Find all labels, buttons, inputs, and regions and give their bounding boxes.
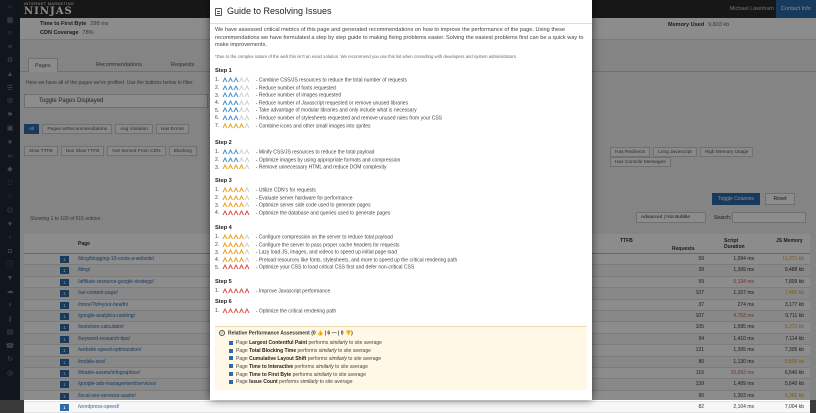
js-memory-cell: 5,640 kb (784, 381, 804, 388)
severity-indicator-icon (223, 257, 251, 263)
step-item: 1. - Improve Javascript performance (215, 288, 331, 295)
mail-icon[interactable]: ✉ (7, 98, 13, 106)
step-item: 1. - Optimize the critical rendering path (215, 308, 337, 315)
bullet-icon (229, 380, 233, 384)
page-url-link[interactable]: /mobile-seo/ (78, 358, 106, 365)
step-title: Step 3 (215, 178, 232, 184)
severity-indicator-icon (223, 100, 251, 106)
step-item: 3. - Optimize server side code used to generate pages (215, 202, 371, 209)
book-icon[interactable]: ▤ (6, 329, 14, 337)
col-js-memory[interactable]: JS Memory (776, 238, 803, 244)
metric-memory: Memory Used 9,803 kb (668, 22, 730, 28)
code-icon[interactable]: ‹ (8, 234, 12, 242)
severity-indicator-icon (223, 149, 251, 155)
info-icon: i (219, 330, 225, 336)
step-item: 3. - Remove unnecessary HTML and reduce DOM complexity (215, 164, 387, 171)
tab-recommendations[interactable]: Recommendations (96, 62, 142, 68)
logo-wordmark: NINJAS (24, 6, 73, 17)
script-duration-cell: 10,093 ms (730, 369, 754, 376)
assessment-item: Page Total Blocking Time performs similarly to site average (229, 348, 382, 356)
row-number: 1 (60, 347, 69, 354)
col-requests[interactable]: Requests (672, 246, 695, 252)
step-title: Step 6 (215, 299, 232, 305)
severity-indicator-icon (223, 164, 251, 170)
step-item: 1. - Combine CSS/JS resources to reduce the total number of requests (215, 77, 407, 84)
page-url-link[interactable]: /google-ads-management/services/ (78, 381, 157, 388)
clock-icon[interactable]: ◴ (6, 206, 14, 214)
script-duration-cell: 4,753 ms (733, 312, 754, 319)
document-icon (215, 8, 222, 16)
script-duration-cell: 274 ms (737, 301, 754, 308)
filter-chip[interactable]: Has Redirects (610, 147, 650, 157)
bullet-icon (229, 349, 233, 353)
script-duration-cell: 1,107 ms (733, 290, 754, 297)
script-duration-cell: 1,410 ms (733, 335, 754, 342)
step-item: 2. - Evaluate server hardware for performance (215, 194, 353, 201)
search-label: Search: (714, 215, 732, 221)
row-number: 1 (60, 302, 69, 309)
file-icon[interactable]: □ (7, 179, 13, 187)
severity-indicator-icon (223, 187, 251, 193)
requests-cell: 37 (698, 301, 704, 308)
js-memory-cell: 7,114 kb (785, 335, 804, 342)
tab-requests[interactable]: Requests (171, 62, 195, 68)
js-memory-cell: 11,271 kb (782, 256, 804, 262)
step-item: 1. - Configure compression on the server to reduce total payload (215, 234, 393, 241)
step-item: 1. - Utilize CDN's for requests (215, 187, 316, 194)
script-duration-cell: 1,094 ms (733, 256, 754, 262)
cart-icon[interactable]: ◘ (7, 247, 13, 255)
step-2 (215, 139, 587, 172)
severity-indicator-icon (223, 202, 251, 208)
script-duration-cell: 1,095 ms (733, 324, 754, 331)
row-number: 1 (60, 404, 69, 411)
row-number: 1 (60, 336, 69, 343)
step-item: 4. - Preload resources like fonts, stylesheets, and more to speed up the critical rendering path (215, 257, 458, 264)
list-icon[interactable]: ☰ (6, 84, 14, 92)
assessment-item: Page Time to First Byte performs similarly to site average (229, 372, 382, 380)
assessment-item: Page Time to Interactive performs similarly to site average (229, 364, 382, 372)
severity-indicator-icon (223, 308, 251, 314)
severity-indicator-icon (223, 210, 251, 216)
filter-chip[interactable]: Slow TTFB (24, 146, 58, 156)
step-1 (215, 67, 587, 130)
step-5 (215, 278, 587, 296)
js-memory-cell: 7,004 kb (784, 404, 804, 411)
severity-indicator-icon (223, 85, 251, 91)
contact-info-button[interactable]: Contact Info (776, 0, 816, 18)
dashboard-icon[interactable]: ▦ (6, 16, 14, 24)
script-duration-cell: 1,130 ms (733, 358, 754, 365)
script-duration-cell: 1,399 ms (733, 267, 754, 274)
assessment-item: Page Cumulative Layout Shift performs similarly to site average (229, 356, 382, 364)
filter-chip[interactable]: Long Javascript (653, 147, 697, 157)
severity-indicator-icon (223, 264, 251, 270)
step-item: 1. - Minify CSS/JS resources to reduce the total payload (215, 149, 375, 156)
gear-icon[interactable]: ⚙ (6, 57, 14, 65)
js-memory-cell: 7,450 kb (784, 290, 804, 297)
step-item: 4. - Optimize the database and queries used to generate pages (215, 210, 391, 217)
severity-indicator-icon (223, 115, 251, 121)
script-duration-cell: 1,303 ms (733, 392, 754, 399)
step-title: Step 4 (215, 225, 232, 231)
row-number: 1 (60, 393, 69, 400)
toggle-pages-button[interactable]: Toggle Pages Displayed (24, 94, 208, 108)
lock-icon[interactable]: ▣ (6, 125, 14, 133)
severity-indicator-icon (223, 157, 251, 163)
row-number: 1 (60, 370, 69, 377)
script-duration-cell: 5,134 ms (733, 278, 754, 285)
requests-cell: 131 (695, 347, 704, 354)
entries-count: Showing 1 to 100 of 515 entries (30, 216, 101, 222)
step-item: 2. - Configure the server to pass proper cache headers for requests (215, 241, 400, 248)
step-item: 3. - Lazy load JS, images, and videos to speed up initial page load (215, 249, 397, 256)
step-4 (215, 224, 587, 272)
guide-note: *Due to the complex nature of the web this isn't an exact solution. We recommend you use this list when consulting with developers and system administrators. (215, 54, 517, 59)
bullet-icon (229, 341, 233, 345)
users-icon[interactable]: ☺ (6, 30, 14, 38)
requests-cell: 105 (695, 324, 704, 331)
severity-indicator-icon (223, 77, 251, 83)
toggle-columns-button[interactable]: Toggle Columns (712, 193, 760, 205)
step-item: 5. - Optimize your CSS to load critical CSS first and defer non-critical CSS (215, 264, 415, 271)
requests-cell: 82 (698, 404, 704, 411)
severity-indicator-icon (223, 234, 251, 240)
filter-chip[interactable]: Pages w/Recommendations (42, 124, 112, 134)
page-url-link[interactable]: /blog/blogging-10-costs-a-website/ (78, 256, 155, 262)
requests-cell: 59 (698, 278, 704, 285)
metric-ttfb: Time to First Byte 298 ms (40, 21, 109, 27)
severity-indicator-icon (223, 242, 251, 248)
star-icon[interactable]: ★ (6, 138, 14, 146)
step-item: 2. - Optimize images by using appropriate formats and compression (215, 156, 401, 163)
assessment-item: Page Largest Contentful Paint performs similarly to site average (229, 340, 382, 348)
requests-cell: 116 (696, 369, 704, 376)
logo-tagline: INTERNET MARKETING (24, 1, 75, 6)
filter-chip[interactable]: High Memory Usage (700, 147, 754, 157)
severity-indicator-icon (223, 92, 251, 98)
filter-chip[interactable]: Avg Violation (115, 124, 153, 134)
page-url-link[interactable]: /lhtable-assets/infographics/ (78, 369, 140, 376)
row-number: 1 (60, 256, 69, 263)
page-url-link[interactable]: /website-speed-optimization/ (78, 347, 142, 354)
row-number: 1 (60, 267, 69, 274)
js-memory-cell: 6,301 kb (784, 392, 804, 399)
row-number: 1 (60, 279, 69, 286)
page-url-link[interactable]: /local-seo-services-austin/ (78, 392, 136, 399)
chart-icon[interactable]: ≡ (7, 43, 13, 51)
info-icon[interactable]: ⓘ (6, 261, 14, 269)
requests-cell: 59 (698, 256, 704, 262)
step-item: 5. - Take advantage of modular libraries and only include what is necessary (215, 107, 417, 114)
assessment-item: Page Issue Count performs similarly to site average (229, 379, 382, 387)
pages-intro: Here we have all of the pages we've profiled. Use the buttons below to filter. (26, 80, 194, 86)
severity-indicator-icon (223, 195, 251, 201)
globe-icon[interactable]: ◎ (6, 370, 14, 378)
reset-button[interactable]: Reset (765, 193, 795, 205)
sync-icon[interactable]: ↻ (7, 356, 13, 364)
page-url-link[interactable]: /ssl-content-page/ (78, 290, 118, 297)
js-memory-cell: 6,540 kb (784, 369, 804, 376)
step-title: Step 2 (215, 140, 232, 146)
assessment-title: i Relative Performance Assessment (0 👍 | 6 — | 0 👎) (219, 330, 353, 336)
script-duration-cell: 2,104 ms (733, 404, 754, 411)
page-url-link[interactable]: /keyword-research-tips/ (78, 335, 130, 342)
page-url-link[interactable]: /blog/ (78, 267, 91, 274)
link-icon[interactable]: ∞ (7, 152, 13, 160)
bell-icon[interactable]: ▲ (6, 70, 14, 78)
assessment-list (229, 340, 382, 387)
severity-indicator-icon (223, 249, 251, 255)
filter-chip[interactable]: Non Slow TTFB (61, 146, 105, 156)
flag-icon[interactable]: ⚑ (6, 111, 14, 119)
row-number: 1 (60, 290, 69, 297)
modal-title: Guide to Resolving Issues (227, 6, 332, 16)
home-icon[interactable]: ⌂ (7, 3, 13, 10)
page-url-link[interactable]: /google-analytics-ranking/ (78, 312, 135, 319)
severity-indicator-icon (223, 107, 251, 113)
js-memory-cell: 9,711 kb (785, 312, 804, 319)
bullet-icon (229, 372, 233, 376)
key-icon[interactable]: ⚷ (7, 315, 13, 323)
row-number: 1 (60, 313, 69, 320)
step-6 (215, 298, 587, 316)
search-icon[interactable]: ○ (7, 193, 13, 201)
step-item: 7. - Combine icons and other small images into sprites (215, 122, 371, 129)
pin-icon[interactable]: ▼ (6, 274, 14, 282)
step-title: Step 5 (215, 279, 232, 285)
js-memory-cell: 3,177 kb (784, 301, 804, 308)
js-memory-cell: 5,803 kb (784, 358, 804, 365)
page-url-link[interactable]: /wordpress-speed/ (78, 404, 120, 411)
step-item: 4. - Reduce number of Javascript requested or remove unused libraries (215, 100, 409, 107)
performance-assessment (215, 326, 587, 390)
severity-indicator-icon (223, 288, 251, 294)
severity-indicator-icon (223, 123, 251, 129)
step-item: 6. - Reduce number of stylesheets requested and remove unused rules from your CSS (215, 115, 442, 122)
filter-chip[interactable]: All (24, 124, 39, 134)
js-memory-cell: 7,809 kb (784, 278, 804, 285)
page-url-link[interactable]: /more/?id=your-health/ (78, 301, 129, 308)
js-memory-cell: 9,488 kb (784, 267, 804, 274)
row-number: 1 (60, 381, 69, 388)
bullet-icon (229, 356, 233, 360)
advanced-filter-button[interactable]: Advanced | Not Bubble (636, 212, 706, 223)
tag-icon[interactable]: ◆ (7, 166, 13, 174)
row-number: 1 (60, 359, 69, 366)
requests-cell: 107 (695, 312, 704, 319)
phone-icon[interactable]: ☎ (5, 342, 15, 350)
modal-body (215, 27, 587, 386)
filter-chip[interactable]: Has Errors (156, 124, 189, 134)
step-item: 2. - Reduce number of fonts requested (215, 84, 336, 91)
filter-chip[interactable]: Not Served From CDN (107, 146, 165, 156)
bullet-icon (229, 364, 233, 368)
guide-intro: We have assessed critical metrics of this page and generated recommendations on how to improve the performance of the page. Using these recommendations we have formulated a step by step guide to making fixing problems easier. Solving the easiest problems first can be a quick way to make improvements. (215, 27, 584, 49)
bolt-icon[interactable]: ⚡ (7, 302, 13, 310)
filter-chip[interactable]: Blocking (169, 146, 197, 156)
requests-cell: 80 (698, 358, 704, 365)
col-ttfb[interactable]: TTFB (620, 238, 633, 244)
page-url-link[interactable]: /tools/seo-calculator/ (78, 324, 124, 331)
step-item: 3. - Reduce number of images requested (215, 92, 342, 99)
page-url-link[interactable]: /affiliate-resource-google-strategy/ (78, 278, 154, 285)
heart-icon[interactable]: ♥ (7, 220, 13, 228)
tab-pages[interactable]: Pages (28, 58, 58, 72)
user-name[interactable]: Michael Lawnham (729, 6, 774, 12)
metric-cdn: CDN Coverage 78% (40, 30, 94, 36)
script-duration-cell: 1,395 ms (733, 347, 754, 354)
step-3 (215, 177, 587, 217)
modal-header (210, 0, 592, 24)
row-number: 1 (60, 324, 69, 331)
table-row[interactable] (24, 402, 810, 413)
cloud-icon[interactable]: ☁ (6, 288, 14, 296)
filter-chip[interactable]: Has Console Messages (610, 157, 671, 167)
js-memory-cell: 5,271 kb (784, 324, 804, 331)
js-memory-cell: 7,305 kb (784, 347, 804, 354)
script-duration-cell: 1,499 ms (733, 381, 754, 388)
col-script-duration[interactable]: Script Duration (724, 238, 745, 250)
requests-cell: 90 (698, 392, 704, 399)
requests-cell: 139 (695, 381, 704, 388)
requests-cell: 39 (698, 267, 704, 274)
requests-cell: 94 (698, 335, 704, 342)
guide-modal (210, 0, 592, 400)
col-page[interactable]: Page (78, 241, 90, 247)
step-title: Step 1 (215, 68, 232, 74)
requests-cell: 107 (695, 290, 704, 297)
